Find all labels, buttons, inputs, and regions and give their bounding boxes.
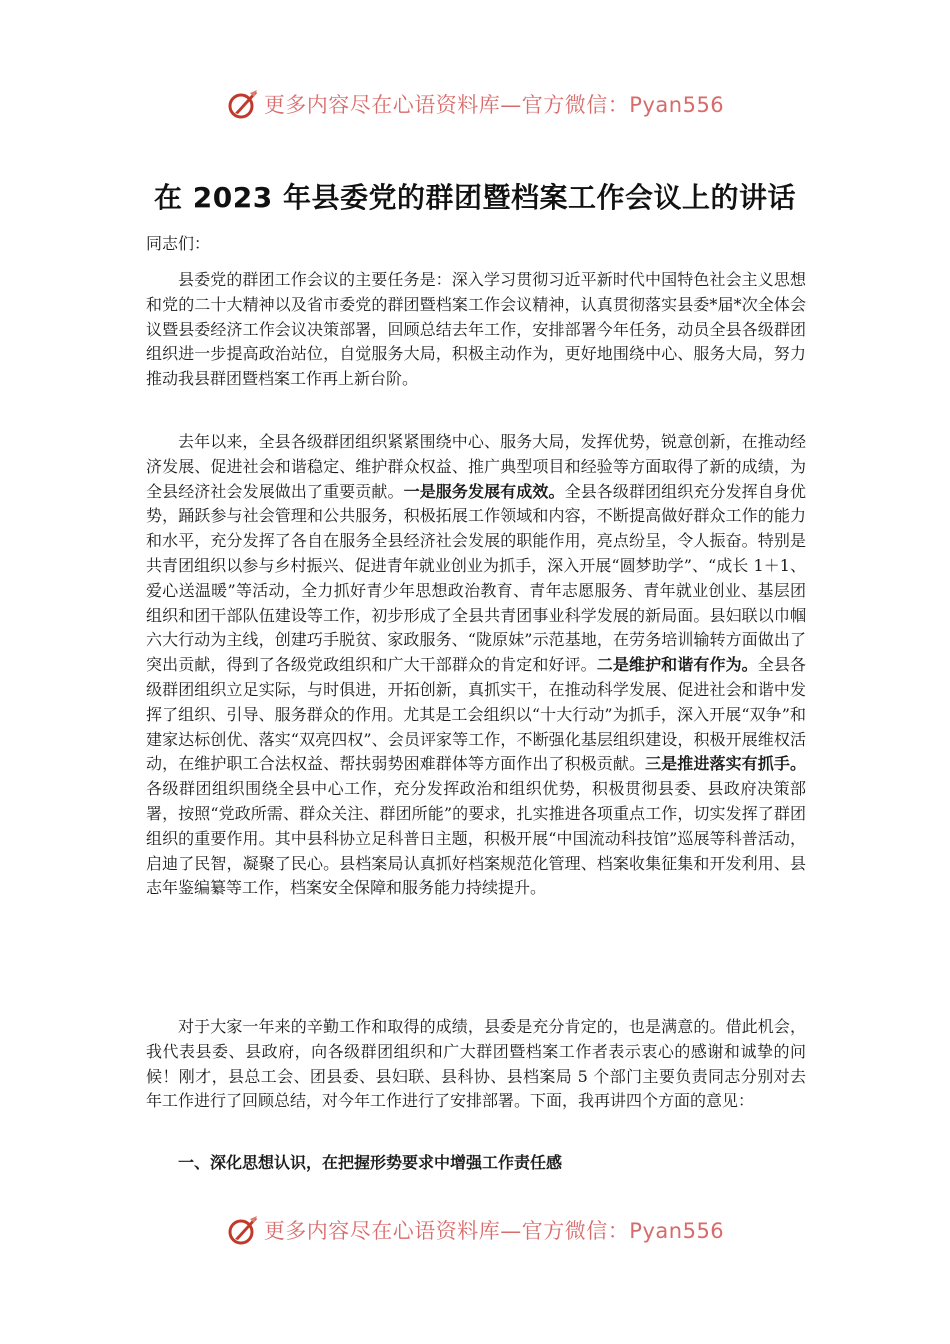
text-run: 全县各级群团组织立足实际，与时俱进，开拓创新，真抓实干，在推动科学发展、促进社会和谐中发挥了组织、引导、服务群众的作用。尤其是工会组织以“十大行动”为抓手，深入开展“双争”和建家达标创优、落实“双亮四权”、会员评家等工作，不断强化基层组织建设，积极开展维权活动，在维护职工合法权益、帮扶弱势困难群体等方面作出了积极贡献。 [146,655,806,774]
watermark-text: 更多内容尽在心语资料库—官方微信：Pyan556 [263,93,725,117]
bold-lead-3: 三是推进落实有抓手。 [645,754,806,774]
watermark-text: 更多内容尽在心语资料库—官方微信：Pyan556 [263,1219,725,1243]
paragraph-text [146,430,806,901]
paragraph-achievements [146,430,806,901]
quill-circle-logo-icon [226,87,260,121]
bold-lead-2: 二是维护和谐有作为。 [596,655,758,675]
paragraph-text: 对于大家一年来的辛勤工作和取得的成绩，县委是充分肯定的，也是满意的。借此机会，我代表县委、县政府，向各级群团组织和广大群团暨档案工作者表示衷心的感谢和诚挚的问候！刚才，县总工会、团县委、县妇联、县科协、县档案局 5 个部门主要负责同志分别对去年工作进行了回顾总结，对今年工作进行了安排部署。下面，我再讲四个方面的意见： [146,1017,806,1111]
footer-watermark-banner [0,1210,950,1250]
document-title: 在 2023 年县委党的群团暨档案工作会议上的讲话 [154,181,796,214]
text-run: 全县各级群团组织充分发挥自身优势，踊跃参与社会管理和公共服务，积极拓展工作领域和内容，不断提高做好群众工作的能力和水平，充分发挥了各自在服务全县经济社会发展的职能作用，亮点纷呈，令人振奋。特别是共青团组织以参与乡村振兴、促进青年就业创业为抓手，深入开展“圆梦助学”、“成长 1＋1、爱心送温暖”等活动，全力抓好青少年思想政治教育、青年志愿服务、青年就业创业、基层团组织和团干部队伍建设等工作，初步形成了全县共青团事业科学发展的新局面。县妇联以巾帼六大行动为主线，创建巧手脱贫、家政服务、“陇原妹”示范基地，在劳务培训输转方面做出了突出贡献，得到了各级党政组织和广大干部群众的肯定和好评。 [146,481,806,675]
paragraph-intro [146,268,806,392]
salutation: 同志们： [146,234,211,253]
bold-lead-1: 一是服务发展有成效。 [403,481,565,501]
header-watermark-banner [0,84,950,124]
text-run: 各级群团组织围绕全县中心工作，充分发挥政治和组织优势，积极贯彻县委、县政府决策部署，按照“党政所需、群众关注、群团所能”的要求，扎实推进各项重点工作，切实发挥了群团组织的重要作用。其中县科协立足科普日主题，积极开展“中国流动科技馆”巡展等科普活动，启迪了民智，凝聚了民心。县档案局认真抓好档案规范化管理、档案收集征集和开发利用、县志年鉴编纂等工作，档案安全保障和服务能力持续提升。 [146,779,806,898]
section-heading-1: 一、深化思想认识，在把握形势要求中增强工作责任感 [178,1153,563,1172]
paragraph-text: 县委党的群团工作会议的主要任务是：深入学习贯彻习近平新时代中国特色社会主义思想和党的二十大精神以及省市委党的群团暨档案工作会议精神，认真贯彻落实县委*届*次全体会议暨县委经济工作会议决策部署，回顾总结去年工作，安排部署今年任务，动员全县各级群团组织进一步提高政治站位，自觉服务大局，积极主动作为，更好地围绕中心、服务大局，努力推动我县群团暨档案工作再上新台阶。 [146,270,806,389]
text-run: 去年以来，全县各级群团组织紧紧围绕中心、服务大局，发挥优势，锐意创新，在推动经济发展、促进社会和谐稳定、维护群众权益、推广典型项目和经验等方面取得了新的成绩，为全县经济社会发展做出了重要贡献。 [146,432,806,501]
paragraph-thanks [146,1015,806,1114]
quill-circle-logo-icon [226,1213,260,1247]
